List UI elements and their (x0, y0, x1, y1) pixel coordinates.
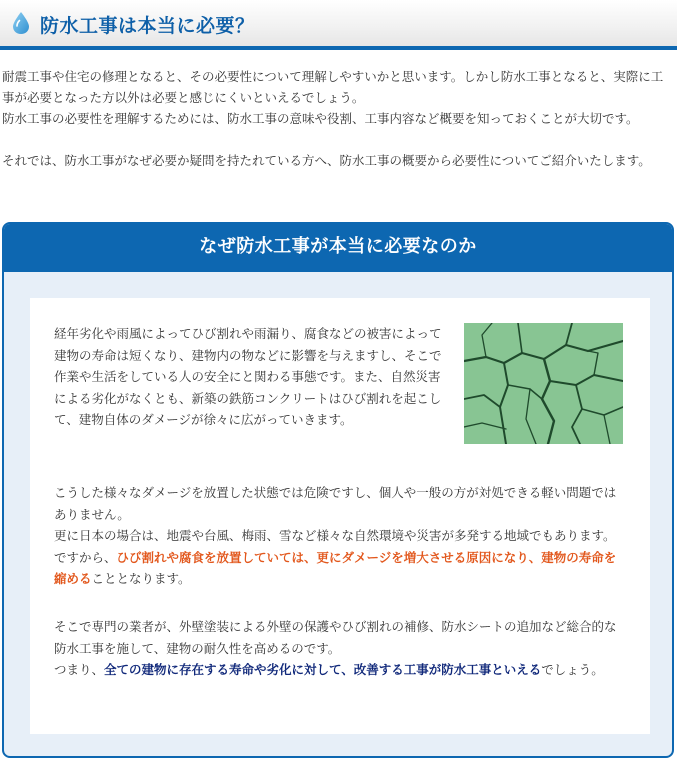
section-heading (0, 0, 677, 50)
highlight-text: ひび割れや腐食を放置していては、更にダメージを増大させる原因になり、建物の寿命を縮める (54, 549, 617, 586)
water-drop-icon (12, 11, 30, 35)
intro-paragraph: 耐震工事や住宅の修理となると、その必要性について理解しやすいかと思います。しかし防水工事となると、実際に工事が必要となった方以外は必要と感じにくいといえるでしょう。 (2, 69, 664, 105)
body-paragraph: 経年劣化や雨風によってひび割れや雨漏り、腐食などの被害によって建物の寿命は短くなり、建物内の物などに影響を与えますし、そこで作業や生活をしている人の安全にと関わる事態です。また、自然災害による劣化がなくとも、新築の鉄筋コンクリートはひび割れを起こして、建物自体のダメージが徐々に広がっていきます。 (54, 326, 442, 427)
intro-text (2, 66, 674, 171)
page-title: 防水工事は本当に必要？ (40, 15, 255, 37)
intro-paragraph: 防水工事の必要性を理解するためには、防水工事の意味や役割、工事内容など概要を知っておくことが大切です。 (2, 111, 639, 126)
body-paragraph: そこで専門の業者が、外壁塗装による外壁の保護やひび割れの補修、防水シートの追加など総合的な防水工事を施して、建物の耐久性を高めるのです。 つまり、全ての建物に存在する寿命や劣化に対して、改善する工事が防水工事といえるでしょう。 (54, 619, 617, 677)
info-box (2, 222, 674, 758)
info-box-content (30, 298, 650, 734)
highlight-text: 全ての建物に存在する寿命や劣化に対して、改善する工事が防水工事といえる (104, 662, 542, 677)
info-box-title: なぜ防水工事が本当に必要なのか (4, 224, 672, 272)
cracked-ground-image (464, 323, 623, 444)
intro-paragraph: それでは、防水工事がなぜ必要か疑問を持たれている方へ、防水工事の概要から必要性についてご紹介いたします。 (2, 153, 651, 168)
body-paragraph: こうした様々なダメージを放置した状態では危険ですし、個人や一般の方が対処できる軽い問題ではありません。 更に日本の場合は、地震や台風、梅雨、雪など様々な自然環境や災害が多発する地域でもあります。ですから、ひび割れや腐食を放置していては、更にダメージを増大させる原因になり、建物の寿命を縮めることとなります。 (54, 485, 617, 586)
